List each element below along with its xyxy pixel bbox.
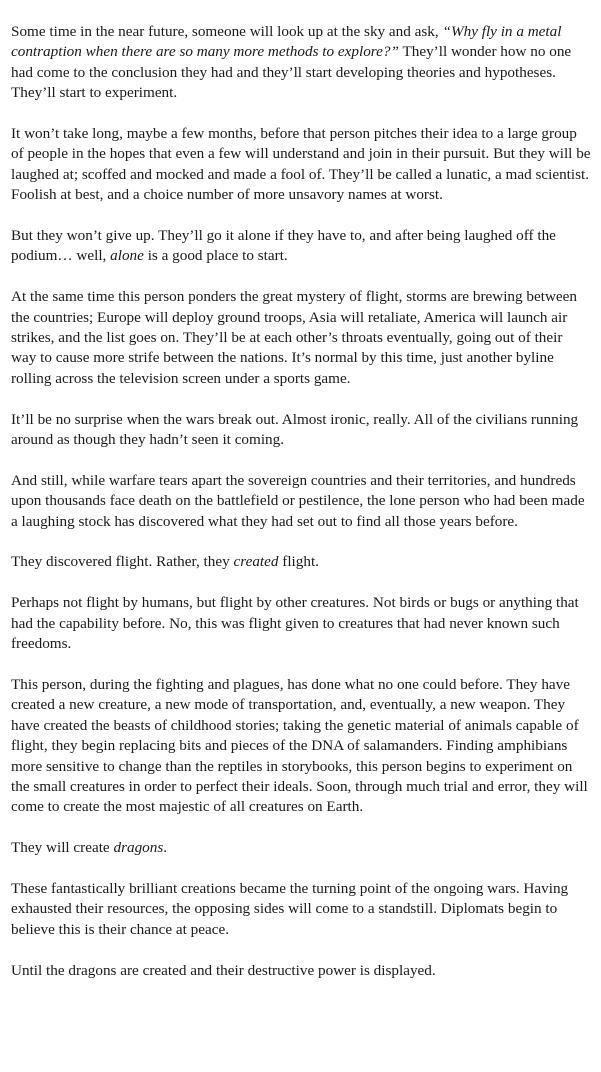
paragraph-8: Perhaps not flight by humans, but flight by other creatures. Not birds or bugs or anything that had the capability before. No, this was flight given to creatures that had never known such freedoms. <box>11 594 579 653</box>
paragraph-11: These fantastically brilliant creations became the turning point of the ongoing wars. Having exhausted their resources, the opposing sides will come to a standstill. Diplomats begin to believe this is their chance at peace. <box>11 879 569 938</box>
paragraph-1-text-a: Some time in the near future, someone will look up at the sky and ask, <box>11 23 443 40</box>
paragraph-10 <box>11 838 591 858</box>
paragraph-7-text-a: They discovered flight. Rather, they <box>11 553 234 571</box>
paragraph-10-text-b: . <box>163 839 168 857</box>
paragraph-1 <box>11 22 591 104</box>
paragraph-10-emphasis: dragons <box>113 839 164 857</box>
paragraph-10-text-a: They will create <box>11 839 114 857</box>
paragraph-12: Until the dragons are created and their destructive power is displayed. <box>11 961 436 979</box>
paragraph-7-emphasis: created <box>233 553 279 571</box>
paragraph-3-emphasis: alone <box>110 247 144 265</box>
paragraph-2: It won’t take long, maybe a few months, before that person pitches their idea to a large group of people in the hopes that even a few will understand and join in their pursuit. But they will be laughed at; scoffed and mocked and made a fool of. They’ll be called a lunatic, a mad scientist. Foolish at best, and a choice number of more unsavory names at worst. <box>11 125 591 204</box>
paragraph-3 <box>11 226 591 267</box>
paragraph-3-text-b: is a good place to start. <box>143 247 288 265</box>
paragraph-1-text-b: They’ll wonder how no one had come to the conclusion they had and they’ll start developing theories and hypotheses. They’ll start to experiment. <box>11 43 572 102</box>
paragraph-5: It’ll be no surprise when the wars break out. Almost ironic, really. All of the civilians running around as though they hadn’t seen it coming. <box>11 410 579 449</box>
paragraph-3-text-a: But they won’t give up. They’ll go it alone if they have to, and after being laughed off the podium… well, <box>11 227 556 265</box>
paragraph-9: This person, during the fighting and plagues, has done what no one could before. They have created a new creature, a new mode of transportation, and, eventually, a new weapon. They have created the beasts of childhood stories; taking the genetic material of animals capable of flight, they begin replacing bits and pieces of the DNA of salamanders. Finding amphibians more sensitive to change than the reptiles in storybooks, this person begins to experiment on the small creatures in order to perfect their ideals. Soon, through much trial and error, they will come to create the most majestic of all creatures on Earth. <box>11 675 588 816</box>
paragraph-1-emphasis: “Why fly in a metal contraption when there are so many more methods to explore?” <box>11 23 562 61</box>
paragraph-7-text-b: flight. <box>278 553 319 571</box>
paragraph-6: And still, while warfare tears apart the sovereign countries and their territories, and hundreds upon thousands face death on the battlefield or pestilence, the lone person who had been made a laughing stock has discovered what they had set out to find all those years before. <box>11 471 585 530</box>
paragraph-4: At the same time this person ponders the great mystery of flight, storms are brewing between the countries; Europe will deploy ground troops, Asia will retaliate, America will launch air strikes, and the list goes on. They’ll be at each other’s throats eventually, going out of their way to cause more strife between the nations. It’s normal by this time, just another byline rolling across the television screen under a sports game. <box>11 288 578 387</box>
paragraph-7 <box>11 552 591 572</box>
